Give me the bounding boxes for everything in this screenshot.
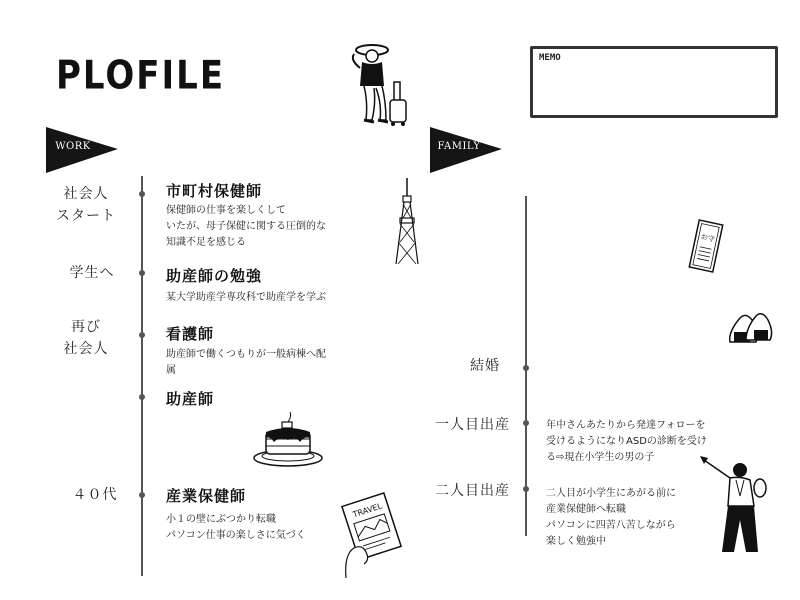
timeline-dot (139, 332, 145, 338)
work-stage-desc: 某大学助産学専攻科で助産学を学ぶ (166, 292, 326, 303)
timeline-dot (139, 492, 145, 498)
work-flag-label: WORK (55, 141, 91, 152)
memo-box[interactable] (530, 46, 778, 118)
travel-brochure-illustration (340, 494, 408, 578)
work-flag (46, 127, 118, 173)
timeline-dot (523, 365, 529, 371)
family-flag (430, 127, 502, 173)
timeline-dot (523, 486, 529, 492)
pointing-person-illustration (700, 456, 780, 556)
work-stage-title: 市町村保健師 (166, 182, 263, 200)
work-stage-label: 学生へ (69, 265, 115, 281)
onigiri-illustration (726, 310, 774, 346)
omamori-text: お守 (699, 232, 716, 244)
work-stage-title: 助産師 (166, 390, 215, 408)
work-stage-label: 再び 社会人 (63, 319, 109, 357)
family-event-desc: 年中さんあたりから発達フォローを 受けるようになりASDの診断を受け る⇨現在小学生の男の子 (546, 420, 707, 463)
omamori-illustration (688, 218, 724, 274)
traveler-illustration (338, 42, 418, 128)
family-event-label: 二人目出産 (435, 483, 510, 499)
family-flag-label: FAMILY (437, 141, 481, 152)
timeline-dot (139, 191, 145, 197)
work-stage-label: ４０代 (72, 487, 118, 503)
timeline-dot (139, 394, 145, 400)
work-stage-desc: 助産師で働くつもりが一般病棟へ配 属 (166, 349, 326, 376)
pancake-illustration (252, 412, 324, 468)
work-stage-label: 社会人 スタート (56, 186, 116, 224)
family-event-label: 一人目出産 (435, 417, 510, 433)
timeline-dot (139, 270, 145, 276)
work-timeline-line (141, 176, 143, 576)
work-stage-title: 産業保健師 (166, 487, 247, 505)
timeline-dot (523, 420, 529, 426)
tower-illustration (394, 178, 420, 264)
work-stage-desc: 小１の壁にぶつかり転職 パソコン仕事の楽しさに気づく (166, 514, 306, 541)
page-title: PLOFILE (56, 53, 226, 99)
family-event-desc: 二人目が小学生にあがる前に 産業保健師へ転職 パソコンに四苦八苦しながら 楽しく勉強中 (546, 488, 676, 547)
work-stage-desc: 保健師の仕事を楽しくして いたが、母子保健に関する圧倒的な 知識不足を感じる (166, 205, 326, 248)
memo-label: MEMO (539, 53, 561, 63)
work-stage-title: 看護師 (166, 325, 215, 343)
family-event-label: 結婚 (470, 358, 500, 374)
work-stage-title: 助産師の勉強 (166, 267, 263, 285)
travel-text: TRAVEL (351, 501, 384, 520)
